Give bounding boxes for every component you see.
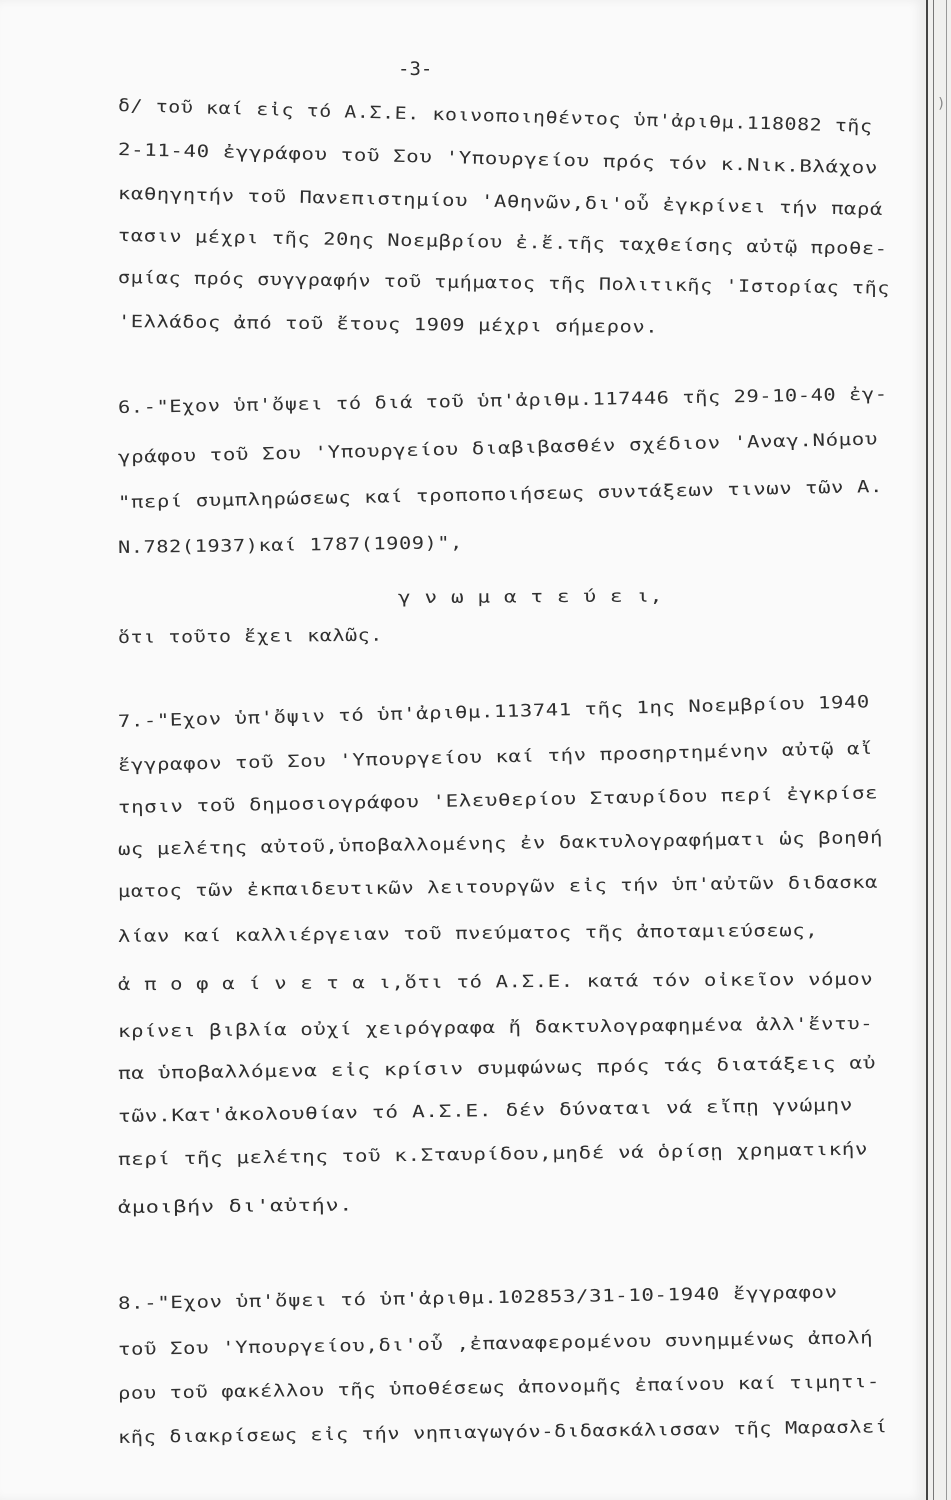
margin-mark: )	[937, 96, 946, 112]
text-line: 8.-"Εχον ὑπ'ὄψει τό ὑπ'ἀριθμ.102853/31-10-1940 ἔγγραφον	[117, 1282, 838, 1314]
page-edge	[946, 0, 947, 1500]
text-line: ἔγγραφον τοῦ Σου 'Υπουργείου καί τήν προσηρτημένην αὐτῷ αἴ	[117, 738, 874, 776]
text-line: κῆς διακρίσεως εἰς τήν νηπιαγωγόν-διδασκάλισσαν τῆς Μαρασλεί	[117, 1417, 888, 1448]
text-line: ως μελέτης αὐτοῦ,ὑποβαλλομένης ἐν δακτυλογραφήματι ὡς βοηθή	[117, 827, 884, 860]
text-line: ματος τῶν ἐκπαιδευτικῶν λειτουργῶν εἰς τήν ὑπ'αὐτῶν διδασκα	[117, 872, 879, 902]
text-line: 2-11-40 ἐγγράφου τοῦ Σου 'Υπουργείου πρός τόν κ.Νικ.Βλάχον	[117, 140, 879, 179]
text-line: κρίνει βιβλία οὐχί χειρόγραφα ἤ δακτυλογραφημένα ἀλλ'ἔντυ-	[117, 1014, 874, 1042]
page-edge	[933, 0, 934, 1500]
text-line: γράφου τοῦ Σου 'Υπουργείου διαβιβασθέν σχέδιον 'Αναγ.Νόμου	[117, 429, 879, 468]
text-line: καθηγητήν τοῦ Πανεπιστημίου 'Αθηνῶν,δι'οὗ ἐγκρίνει τήν παρά	[117, 184, 884, 221]
text-line: τασιν μέχρι τῆς 20ης Νοεμβρίου ἐ.ἔ.τῆς ταχθείσης αὐτῷ προθε-	[117, 226, 888, 260]
text-line: 6.-"Εχον ὑπ'ὄψει τό διά τοῦ ὑπ'ἀριθμ.117446 τῆς 29-10-40 ἐγ-	[117, 384, 888, 418]
text-line: 7.-"Εχον ὑπ'ὄψιν τό ὑπ'ἀριθμ.113741 τῆς 1ης Νοεμβρίου 1940	[117, 692, 871, 732]
text-line: ἀ π ο φ α ί ν ε τ α ι,ὅτι τό Α.Σ.Ε. κατά τόν οἰκεῖον νόμον	[117, 969, 874, 995]
text-line: 'Ελλάδος ἀπό τοῦ ἔτους 1909 μέχρι σήμερον.	[117, 312, 659, 338]
text-line: τῶν.Κατ'ἀκολουθίαν τό Α.Σ.Ε. δέν δύναται νά εἴπῃ γνώμην	[117, 1095, 854, 1127]
text-line: ὅτι τοῦτο ἔχει καλῶς.	[117, 625, 383, 648]
text-line: δ/ τοῦ καί εἰς τό Α.Σ.Ε. κοινοποιηθέντος ὑπ'ἀριθμ.118082 τῆς	[117, 96, 873, 138]
text-line: Ν.782(1937)καί 1787(1909)",	[117, 533, 464, 558]
page-number: -3-	[398, 58, 433, 80]
text-line: ρου τοῦ φακέλλου τῆς ὑποθέσεως ἀπονομῆς ἐπαίνου καί τιμητι-	[117, 1372, 880, 1404]
page-edge	[926, 0, 928, 1500]
text-line: "περί συμπληρώσεως καί τροποποιήσεως συντάξεων τινων τῶν Α.	[117, 476, 884, 513]
text-line: πα ὑποβαλλόμενα εἰς κρίσιν συμφώνως πρός τάς διατάξεις αὐ	[117, 1053, 877, 1084]
text-line: γ ν ω μ α τ ε ύ ε ι,	[397, 586, 663, 608]
text-line: περί τῆς μελέτης τοῦ κ.Σταυρίδου,μηδέ νά ὁρίσῃ χρηματικήν	[117, 1139, 869, 1170]
text-line: τοῦ Σου 'Υπουργείου,δι'οὗ ,ἐπαναφερομένου συνημμένως ἀπολή	[117, 1328, 874, 1360]
text-line: σμίας πρός συγγραφήν τοῦ τμήματος τῆς Πολιτικῆς 'Ιστορίας τῆς	[117, 268, 891, 299]
text-line: τησιν τοῦ δημοσιογράφου 'Ελευθερίου Σταυρίδου περί ἐγκρίσε	[117, 783, 879, 818]
text-line: λίαν καί καλλιέργειαν τοῦ πνεύματος τῆς ἀποταμιεύσεως,	[117, 920, 819, 947]
text-line: ἀμοιβήν δι'αὐτήν.	[117, 1195, 354, 1218]
